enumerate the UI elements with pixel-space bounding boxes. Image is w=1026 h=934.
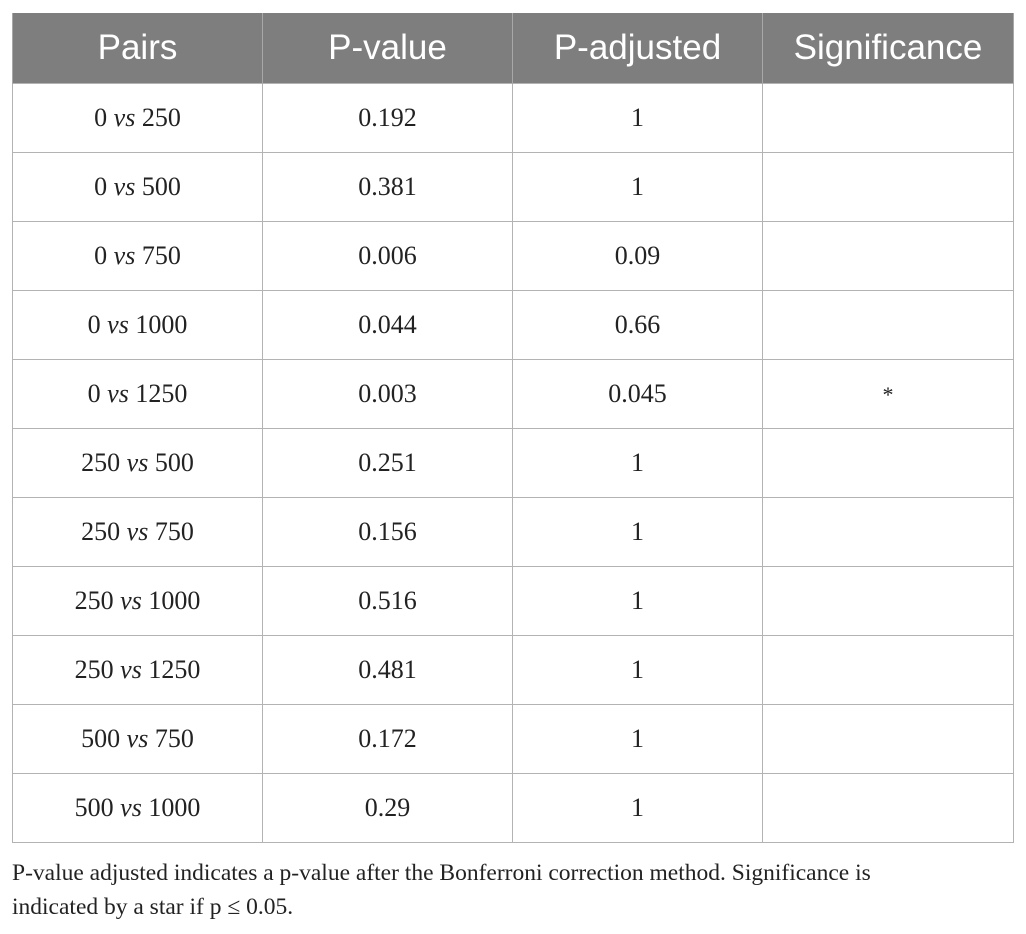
pair-a: 250 [81, 448, 121, 477]
vs-label: vs [126, 517, 149, 546]
p-value-cell: 0.172 [263, 705, 513, 774]
pairs-cell [13, 222, 263, 291]
p-adjusted-cell: 1 [513, 153, 763, 222]
significance-cell [763, 84, 1014, 153]
pairs-cell [13, 774, 263, 843]
significance-cell [763, 360, 1014, 429]
table-body [13, 84, 1014, 843]
pair-b: 500 [154, 448, 194, 477]
pair-b: 1000 [135, 310, 188, 339]
pairs-cell [13, 153, 263, 222]
significance-cell [763, 774, 1014, 843]
significance-cell [763, 705, 1014, 774]
header-row [13, 13, 1014, 84]
vs-label: vs [113, 241, 136, 270]
pair-a: 0 [94, 172, 108, 201]
pairwise-comparison-table [12, 13, 1014, 843]
pair-b: 1250 [148, 655, 201, 684]
table-row [13, 84, 1014, 153]
table-row [13, 222, 1014, 291]
pair-b: 750 [154, 517, 194, 546]
pairs-cell [13, 291, 263, 360]
vs-label: vs [120, 655, 142, 684]
table-row [13, 429, 1014, 498]
pair-a: 500 [74, 793, 114, 822]
pairs-cell [13, 360, 263, 429]
significance-cell [763, 498, 1014, 567]
vs-label: vs [113, 103, 136, 132]
significance-cell [763, 153, 1014, 222]
pair-a: 0 [87, 310, 101, 339]
pair-a: 250 [74, 586, 114, 615]
results-table-container [12, 13, 1013, 843]
pair-b: 1000 [148, 793, 201, 822]
significance-cell [763, 429, 1014, 498]
table-row [13, 774, 1014, 843]
pair-b: 500 [141, 172, 181, 201]
pairs-cell [13, 498, 263, 567]
p-adjusted-cell: 1 [513, 84, 763, 153]
table-row [13, 291, 1014, 360]
vs-label: vs [126, 448, 149, 477]
pair-b: 250 [141, 103, 181, 132]
vs-label: vs [120, 793, 142, 822]
pair-b: 750 [154, 724, 194, 753]
p-value-cell: 0.251 [263, 429, 513, 498]
significance-cell [763, 567, 1014, 636]
table-footnote [12, 856, 1016, 924]
p-adjusted-cell: 1 [513, 567, 763, 636]
table-row [13, 360, 1014, 429]
pair-a: 500 [81, 724, 121, 753]
vs-label: vs [120, 586, 142, 615]
pair-b: 1250 [135, 379, 188, 408]
pairs-cell [13, 567, 263, 636]
significance-cell [763, 291, 1014, 360]
table-header [13, 13, 1014, 84]
p-adjusted-cell: 0.66 [513, 291, 763, 360]
table-row [13, 498, 1014, 567]
footnote-line-1: P-value adjusted indicates a p-value after the Bonferroni correction method. Significance is [12, 860, 871, 886]
table-row [13, 567, 1014, 636]
pair-a: 250 [81, 517, 121, 546]
pair-a: 0 [94, 241, 108, 270]
p-value-cell: 0.003 [263, 360, 513, 429]
vs-label: vs [126, 724, 149, 753]
significance-cell [763, 222, 1014, 291]
vs-label: vs [107, 310, 129, 339]
vs-label: vs [113, 172, 136, 201]
pair-a: 250 [74, 655, 114, 684]
pair-a: 0 [87, 379, 101, 408]
p-adjusted-cell: 0.045 [513, 360, 763, 429]
p-value-cell: 0.381 [263, 153, 513, 222]
p-value-cell: 0.044 [263, 291, 513, 360]
pairs-cell [13, 636, 263, 705]
p-adjusted-cell: 1 [513, 636, 763, 705]
header-significance: Significance [763, 13, 1014, 84]
pair-b: 1000 [148, 586, 201, 615]
p-value-cell: 0.29 [263, 774, 513, 843]
header-p-value: P-value [263, 13, 513, 84]
p-value-cell: 0.192 [263, 84, 513, 153]
p-value-cell: 0.006 [263, 222, 513, 291]
footnote-line-2: indicated by a star if p ≤ 0.05. [12, 894, 294, 920]
p-adjusted-cell: 0.09 [513, 222, 763, 291]
header-p-adjusted: P-adjusted [513, 13, 763, 84]
p-value-cell: 0.516 [263, 567, 513, 636]
pairs-cell [13, 429, 263, 498]
significance-cell [763, 636, 1014, 705]
p-value-cell: 0.481 [263, 636, 513, 705]
pairs-cell [13, 705, 263, 774]
p-adjusted-cell: 1 [513, 705, 763, 774]
table-row [13, 153, 1014, 222]
header-pairs: Pairs [13, 13, 263, 84]
p-adjusted-cell: 1 [513, 774, 763, 843]
pair-b: 750 [141, 241, 181, 270]
table-row [13, 705, 1014, 774]
p-adjusted-cell: 1 [513, 498, 763, 567]
vs-label: vs [107, 379, 129, 408]
significance-star: * [882, 382, 894, 407]
table-row [13, 636, 1014, 705]
p-adjusted-cell: 1 [513, 429, 763, 498]
pairs-cell [13, 84, 263, 153]
p-value-cell: 0.156 [263, 498, 513, 567]
pair-a: 0 [94, 103, 108, 132]
